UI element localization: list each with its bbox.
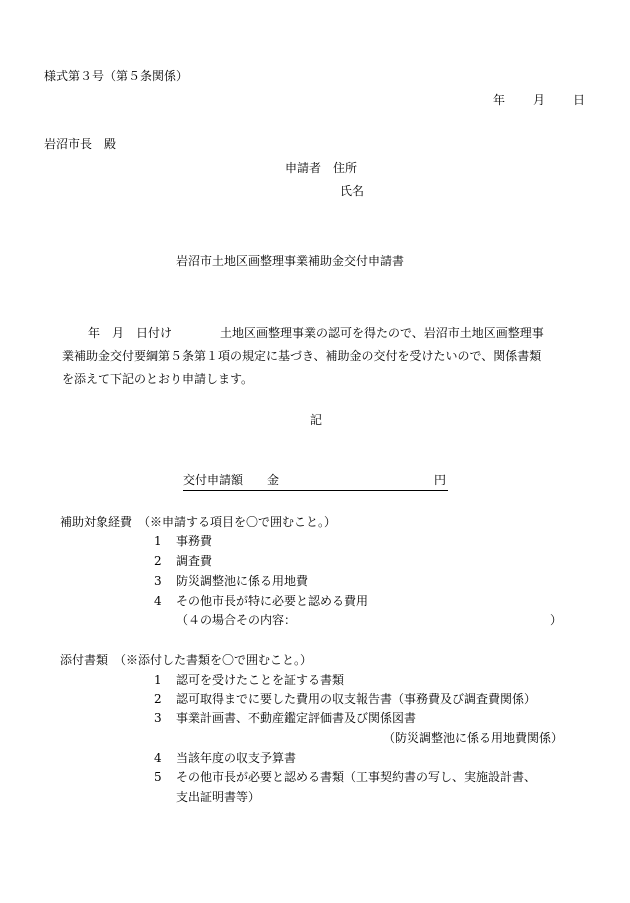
document-title: 岩沼市土地区画整理事業補助金交付申請書 xyxy=(176,254,405,268)
expense-item-number: 2 xyxy=(154,554,162,568)
attachment-item xyxy=(154,752,296,764)
expense-item xyxy=(154,555,212,567)
expense-item xyxy=(154,535,212,547)
attachment-item-number: 5 xyxy=(154,770,162,784)
attachment-item xyxy=(154,771,536,783)
attachment-item xyxy=(154,712,416,724)
expense-item-text: 事務費 xyxy=(176,534,213,548)
applicant-name-label: 氏名 xyxy=(340,184,365,198)
expense-item-number: 4 xyxy=(154,594,162,608)
other-detail-label: （４の場合その内容： xyxy=(176,613,297,627)
body-line-1: 年 月 日付け 土地区画整理事業の認可を得たので、岩沼市土地区画整理事 xyxy=(88,326,544,340)
expense-item-text: その他市長が特に必要と認める費用 xyxy=(176,594,369,608)
date-month-label: 月 xyxy=(533,93,546,107)
body-paragraph xyxy=(62,322,602,391)
address-label: 住所 xyxy=(333,161,358,175)
attachment-item-number: 3 xyxy=(154,711,162,725)
attachment-item-text: 事業計画書、不動産鑑定評価書及び関係図書 xyxy=(176,711,417,725)
attachment-item-text: 認可取得までに要した費用の収支報告書（事務費及び調査費関係） xyxy=(176,692,537,706)
form-number: 様式第３号（第５条関係） xyxy=(44,69,189,83)
attachment-item-text: 認可を受けたことを証する書類 xyxy=(176,673,345,687)
expense-item xyxy=(154,575,308,587)
expense-item-text: 調査費 xyxy=(176,554,213,568)
expenses-heading: 補助対象経費 （※申請する項目を〇で囲むこと。） xyxy=(60,515,337,529)
attachment-item-text: 当該年度の収支予算書 xyxy=(176,751,297,765)
amount-label: 交付申請額 金 xyxy=(183,473,280,487)
body-line-2: 業補助金交付要綱第５条第１項の規定に基づき、補助金の交付を受けたいので、関係書類 xyxy=(62,349,542,363)
expense-item-number: 1 xyxy=(154,534,162,548)
date-day-label: 日 xyxy=(573,93,586,107)
attachments-heading: 添付書類 （※添付した書類を〇で囲むこと。） xyxy=(60,653,313,667)
attachment-item xyxy=(154,693,536,705)
body-line-3: を添えて下記のとおり申請します。 xyxy=(62,372,254,386)
applicant-label: 申請者 xyxy=(285,161,322,175)
attachment-item-number: 1 xyxy=(154,673,162,687)
date-year-label: 年 xyxy=(493,93,506,107)
amount-unit: 円 xyxy=(433,473,446,487)
attachment-item-number: 2 xyxy=(154,692,162,706)
attachment-item-5-continued: 支出証明書等） xyxy=(176,790,261,804)
attachment-item xyxy=(154,674,344,686)
application-amount-line xyxy=(183,474,448,491)
applicant-address-line xyxy=(285,162,357,174)
other-detail-close: ） xyxy=(550,613,563,627)
ki-heading: 記 xyxy=(310,413,323,427)
attachment-item-3-note: （防災調整池に係る用地費関係） xyxy=(383,731,564,745)
expense-item-text: 防災調整池に係る用地費 xyxy=(176,574,309,588)
expense-item-number: 3 xyxy=(154,574,162,588)
addressee: 岩沼市長 殿 xyxy=(44,137,117,151)
attachment-item-number: 4 xyxy=(154,751,162,765)
expense-item xyxy=(154,595,368,607)
attachment-item-text: その他市長が必要と認める書類（工事契約書の写し、実施設計書、 xyxy=(176,770,537,784)
date-line xyxy=(493,94,585,106)
